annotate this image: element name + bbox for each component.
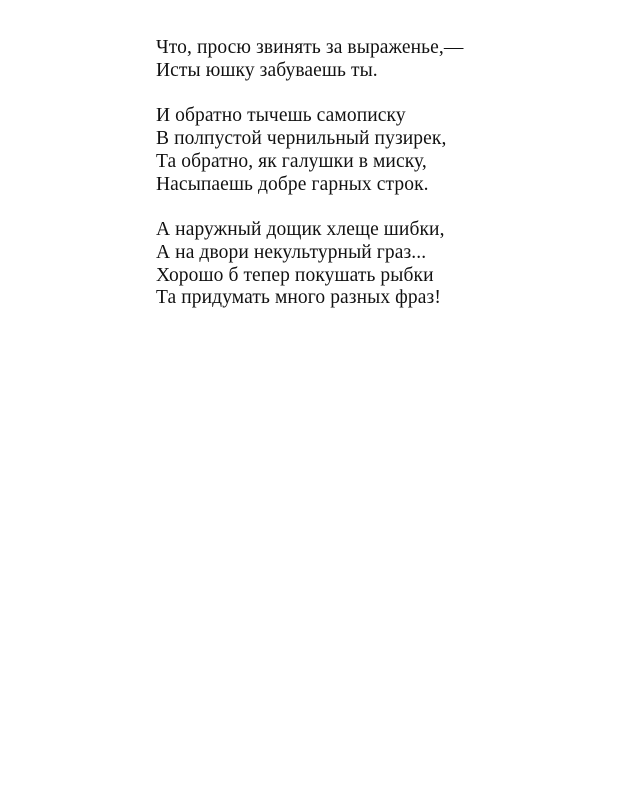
stanza bbox=[156, 219, 596, 310]
poem-line: А наружный дощик хлеще шибки, bbox=[156, 219, 445, 241]
poem-line: Хорошо б тепер покушать рыбки bbox=[156, 264, 434, 286]
poem-line: Насыпаешь добре гарных строк. bbox=[156, 173, 429, 195]
poem-line: Что, просю звинять за выраженье,— bbox=[156, 37, 464, 58]
poem-line: А на двори некультурный граз... bbox=[156, 241, 427, 263]
poem-line: И обратно тычешь самописку bbox=[156, 105, 406, 127]
poem-text bbox=[156, 37, 596, 333]
stanza bbox=[156, 105, 596, 196]
poem-line: Та придумать много разных фраз! bbox=[156, 287, 441, 309]
stanza bbox=[156, 37, 596, 82]
poem-line: Та обратно, як галушки в миску, bbox=[156, 150, 427, 172]
poem-line: В полпустой чернильный пузирек, bbox=[156, 128, 447, 150]
poem-line: Исты юшку забуваешь ты. bbox=[156, 59, 378, 81]
